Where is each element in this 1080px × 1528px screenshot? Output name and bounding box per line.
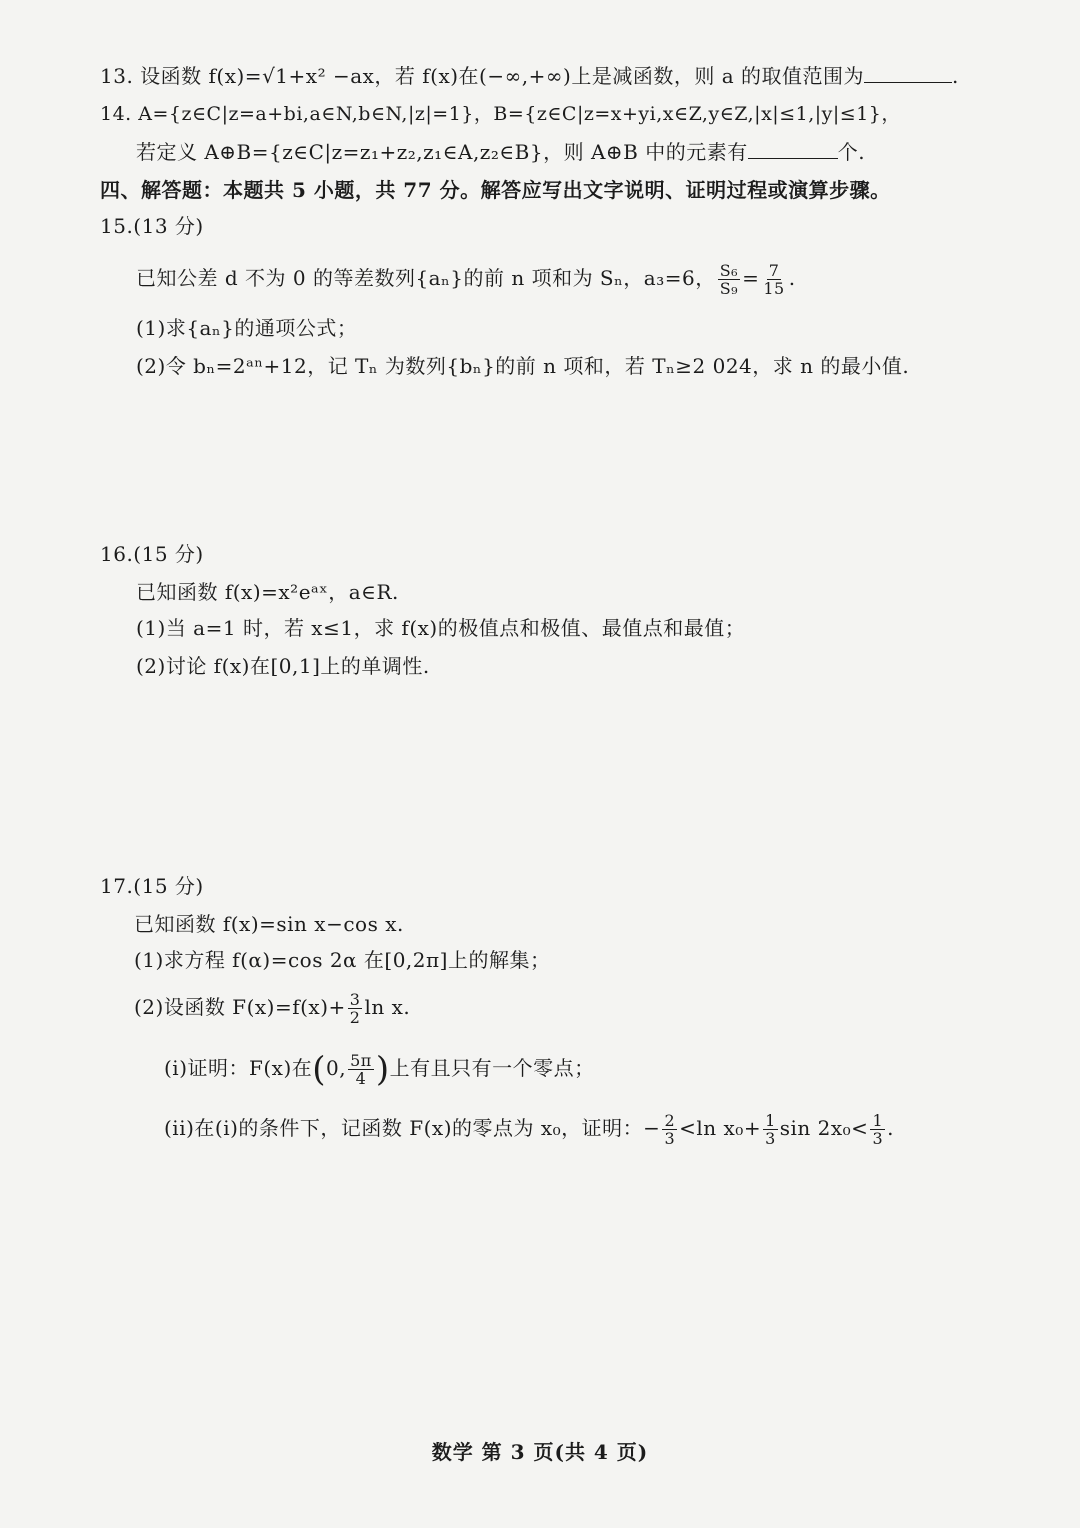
page-footer: 数学 第 3 页(共 4 页) (431, 1440, 649, 1464)
q17-i-frac-num: 5π (350, 1051, 372, 1070)
q15-part2: (2)令 bₙ=2ᵃⁿ+12，记 Tₙ 为数列{bₙ}的前 n 项和，若 Tₙ≥2 024，求 n 的最小值. (136, 354, 910, 378)
q14-line2-text: 若定义 A⊕B={z∈C|z=z₁+z₂,z₁∈A,z₂∈B}，则 A⊕B 中的元素有 (136, 140, 748, 164)
q17-i-zero: 0, (326, 1056, 347, 1080)
q17-part2-pre: (2)设函数 F(x)=f(x)+ (134, 995, 346, 1019)
q17-ii-frac1 (662, 1112, 677, 1147)
q15-fraction-s6-s9 (718, 262, 740, 297)
q17-i-pre: (i)证明：F(x)在 (164, 1056, 313, 1080)
q17-ii-f3-num: 1 (872, 1111, 884, 1130)
q17-header: 17.(15 分) (100, 874, 204, 898)
q17-ii-f2-den: 3 (765, 1129, 776, 1148)
q16-header: 16.(15 分) (100, 542, 204, 566)
q15-frac1-den: S₉ (719, 279, 739, 298)
q15-stem-text: 已知公差 d 不为 0 的等差数列{aₙ}的前 n 项和为 Sₙ，a₃=6， (136, 266, 716, 290)
q17-ii-f1-den: 3 (664, 1129, 676, 1148)
section-4-heading: 四、解答题：本题共 5 小题，共 77 分。解答应写出文字说明、证明过程或演算步骤。 (100, 178, 891, 202)
q16-part1: (1)当 a=1 时，若 x≤1，求 f(x)的极值点和极值、最值点和最值； (136, 616, 746, 640)
question-13 (100, 62, 959, 90)
q17-i-frac-den: 4 (355, 1069, 367, 1088)
q16-part2: (2)讨论 f(x)在[0,1]上的单调性. (136, 654, 430, 678)
q17-ii-frac2 (763, 1112, 778, 1147)
q17-i-post: 上有且只有一个零点； (389, 1056, 595, 1080)
q17-i-fraction (348, 1052, 374, 1087)
q15-frac2-den: 15 (763, 279, 785, 298)
q17-part2-i (164, 1046, 595, 1090)
q17-part2-post: ln x. (364, 995, 411, 1019)
q13-text: 13. 设函数 f(x)=√1+x² −ax，若 f(x)在(−∞,+∞)上是减函数，则 a 的取值范围为 (100, 64, 864, 88)
q15-stem (136, 258, 796, 298)
q14-line2-end: 个. (837, 140, 866, 164)
q17-ii-frac3 (870, 1112, 885, 1147)
q17-part2-ii (164, 1106, 894, 1150)
q15-fraction-7-15 (761, 262, 786, 297)
q17-ii-f1-num: 2 (664, 1111, 676, 1130)
q13-end: . (952, 64, 959, 88)
q15-eq: = (742, 266, 760, 290)
question-14-line2 (136, 138, 865, 166)
q17-ii-mid: <ln x₀+ (679, 1116, 762, 1140)
q17-ii-end: . (887, 1116, 894, 1140)
q17-p2-frac-den: 2 (349, 1008, 361, 1027)
q17-part1: (1)求方程 f(α)=cos 2α 在[0,2π]上的解集； (134, 948, 551, 972)
q17-stem: 已知函数 f(x)=sin x−cos x. (134, 912, 404, 936)
q15-frac2-num: 7 (768, 261, 780, 280)
q14-answer-blank (748, 138, 838, 159)
q15-header: 15.(13 分) (100, 214, 204, 238)
q15-part1: (1)求{aₙ}的通项公式； (136, 316, 358, 340)
q17-i-open-paren: ( (312, 1049, 327, 1090)
question-14-line1: 14. A={z∈C|z=a+bi,a∈N,b∈N,|z|=1}，B={z∈C|z=x+yi,x∈Z,y∈Z,|x|≤1,|y|≤1}， (100, 103, 901, 125)
q15-frac1-num: S₆ (719, 261, 739, 280)
q13-answer-blank (864, 62, 952, 83)
q16-stem: 已知函数 f(x)=x²eᵃˣ，a∈R. (136, 580, 399, 604)
q17-ii-mid2: sin 2x₀< (779, 1116, 869, 1140)
q17-ii-f3-den: 3 (872, 1129, 884, 1148)
q17-part2 (134, 986, 410, 1028)
q17-ii-pre: (ii)在(i)的条件下，记函数 F(x)的零点为 x₀，证明：− (164, 1116, 661, 1140)
q17-i-close-paren: ) (375, 1049, 390, 1090)
q17-p2-frac-num: 3 (349, 990, 361, 1009)
q17-ii-f2-num: 1 (765, 1111, 776, 1130)
q17-part2-fraction (348, 991, 363, 1026)
q15-period: . (788, 266, 796, 290)
